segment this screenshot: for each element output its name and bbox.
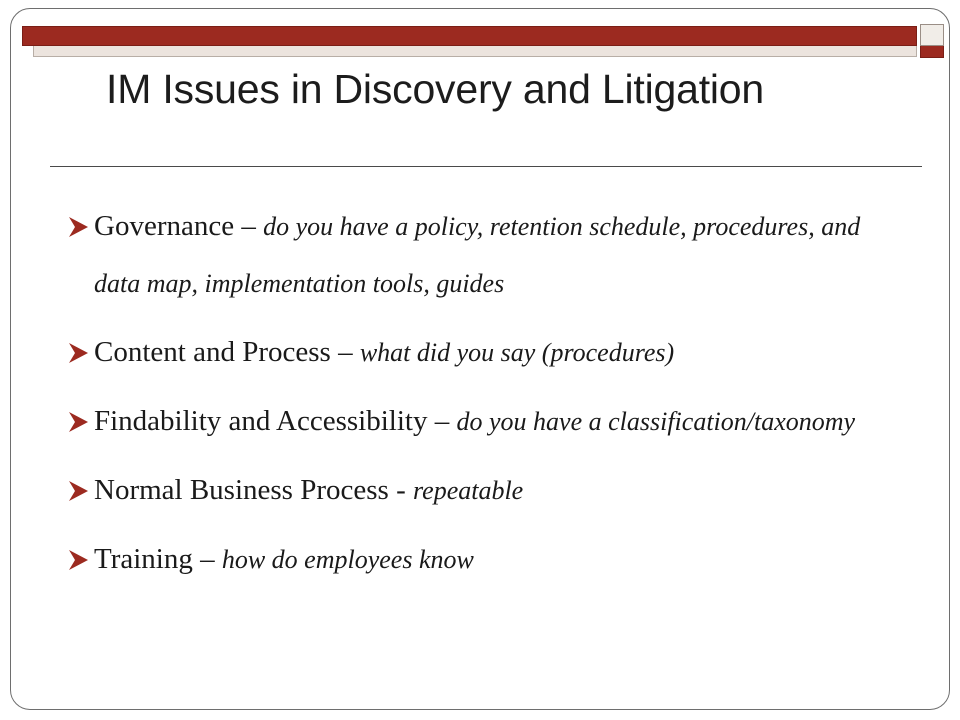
header-corner-box: [920, 24, 944, 46]
bullet-text: [94, 543, 474, 575]
arrowhead-right-icon: [66, 478, 92, 504]
bullet-list: [66, 200, 896, 602]
bullet-text: [94, 210, 860, 299]
bullet-lead: Content and Process: [94, 336, 331, 368]
bullet-description: what did you say (procedures): [359, 338, 675, 367]
bullet-separator: –: [427, 405, 457, 437]
bullet-item: [66, 200, 896, 314]
header-accent-stripe: [33, 46, 917, 57]
bullet-lead: Training: [94, 543, 193, 575]
bullet-text: [94, 336, 674, 368]
slide-title: IM Issues in Discovery and Litigation: [106, 66, 765, 112]
arrowhead-right-icon: [66, 340, 92, 366]
bullet-lead: Normal Business Process: [94, 474, 389, 506]
header-corner-accent: [920, 46, 944, 58]
bullet-separator: –: [234, 210, 264, 242]
bullet-item: [66, 533, 896, 590]
arrowhead-right-icon: [66, 547, 92, 573]
bullet-description: how do employees know: [221, 545, 474, 574]
bullet-separator: –: [330, 336, 360, 368]
header-accent-bar: [22, 26, 917, 46]
bullet-separator: –: [192, 543, 222, 575]
title-divider: [50, 166, 922, 167]
bullet-description: repeatable: [413, 476, 524, 505]
bullet-text: [94, 405, 855, 437]
bullet-text: [94, 474, 523, 506]
arrowhead-right-icon: [66, 409, 92, 435]
bullet-item: [66, 464, 896, 521]
arrowhead-right-icon: [66, 214, 92, 240]
bullet-lead: Findability and Accessibility: [94, 405, 428, 437]
bullet-item: [66, 395, 896, 452]
bullet-item: [66, 326, 896, 383]
bullet-description: do you have a policy, retention schedule, procedures, and data map, implementation tools, guides: [94, 212, 861, 298]
bullet-lead: Governance: [94, 210, 235, 242]
bullet-separator: -: [388, 474, 413, 506]
bullet-description: do you have a classification/taxonomy: [456, 407, 856, 436]
